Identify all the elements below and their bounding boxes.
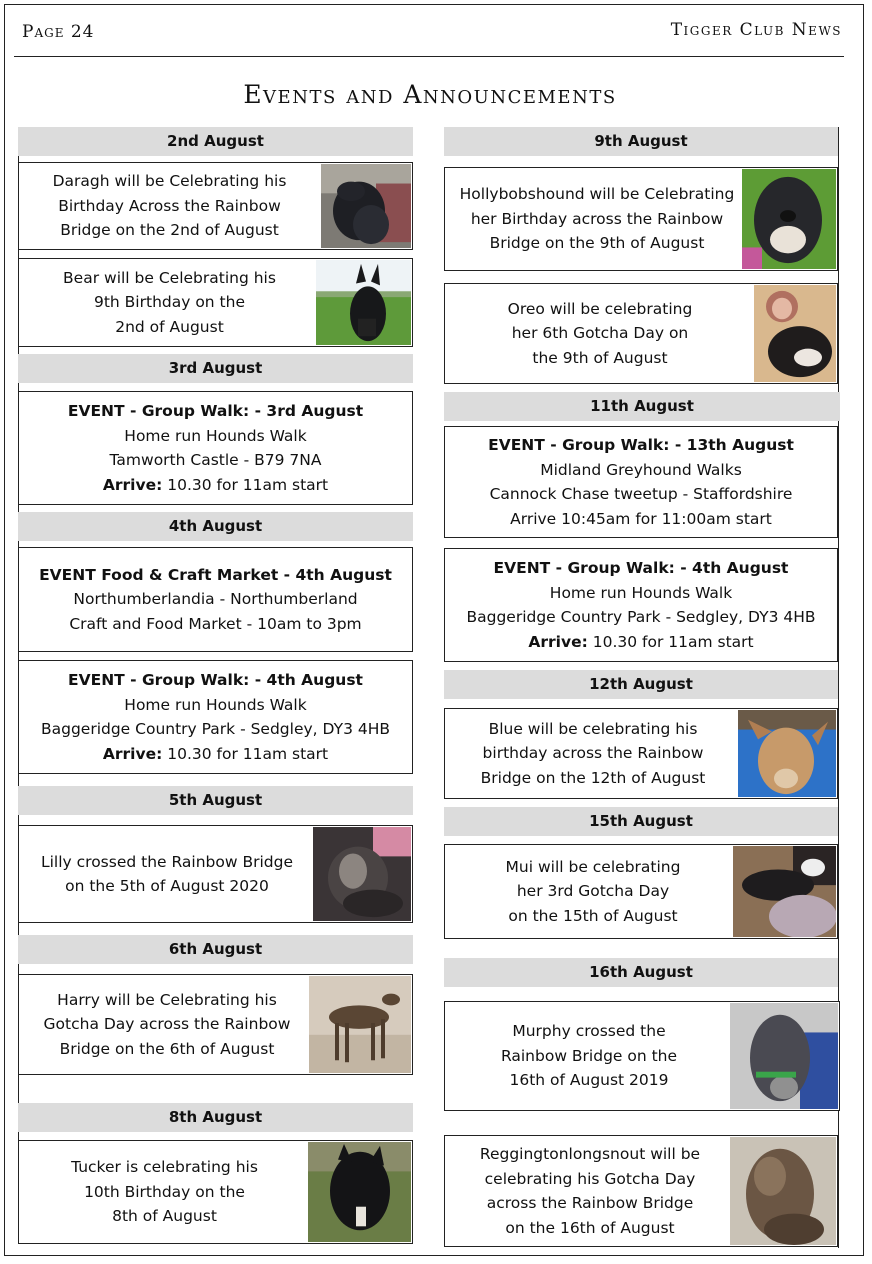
daragh-photo [321, 164, 411, 248]
heading-11th-august: 11th August [444, 392, 840, 421]
header-rule [14, 56, 844, 57]
oreo-line-2: her 6th Gotcha Day on [511, 324, 689, 343]
event-title: EVENT - Group Walk: - 4th August [68, 671, 363, 689]
event-walk-3rd-august [18, 391, 413, 505]
heading-4th-august: 4th August [18, 512, 413, 541]
reggingtonlongsnout-photo [730, 1137, 836, 1245]
oreo-text [453, 284, 747, 383]
hollybobshound-line-1: Hollybobshound will be Celebrating [459, 185, 735, 204]
hollybobshound-card [444, 167, 838, 271]
murphy-text [453, 1002, 725, 1110]
heading-2nd-august: 2nd August [18, 127, 413, 156]
page-title: Events and Announcements [243, 80, 617, 109]
event-line-2: Craft and Food Market - 10am to 3pm [69, 614, 362, 633]
bear-text [27, 259, 312, 346]
harry-text [27, 975, 307, 1074]
event-walk-13th-august [444, 426, 838, 538]
tucker-line-1: Tucker is celebrating his [71, 1158, 258, 1177]
harry-line-1: Harry will be Celebrating his [57, 990, 277, 1009]
reggingtonlongsnout-text [453, 1136, 727, 1246]
newsletter-name: Tigger Club News [670, 20, 842, 40]
blue-line-1: Blue will be celebrating his [488, 719, 698, 738]
mui-line-3: on the 15th of August [508, 906, 678, 925]
harry-card [18, 974, 413, 1075]
tucker-text [27, 1141, 302, 1243]
lilly-line-2: on the 5th of August 2020 [65, 877, 269, 895]
event-line-1: Northumberlandia - Northumberland [73, 590, 358, 609]
mui-text [453, 845, 733, 938]
murphy-photo [730, 1003, 838, 1109]
event-line-2: Cannock Chase tweetup - Staffordshire [489, 485, 793, 503]
mui-line-1: Mui will be celebrating [505, 857, 681, 876]
event-walk-13th-text [453, 427, 829, 537]
event-walk-3rd-text [27, 392, 404, 504]
lilly-line-1: Lilly crossed the Rainbow Bridge [40, 852, 294, 871]
murphy-line-1: Murphy crossed the [512, 1022, 666, 1041]
heading-16th-august: 16th August [444, 958, 838, 987]
lilly-text [27, 826, 307, 922]
murphy-line-2: Rainbow Bridge on the [500, 1046, 678, 1065]
event-line-2: Baggeridge Country Park - Sedgley, DY3 4HB [40, 720, 391, 738]
event-market-4th-august [18, 547, 413, 652]
heading-3rd-august: 3rd August [18, 354, 413, 383]
hollybobshound-line-3: Bridge on the 9th of August [489, 234, 705, 253]
bear-line-1: Bear will be Celebrating his [63, 268, 276, 287]
bear-photo [316, 260, 411, 345]
event-walk-4th-right-text [453, 549, 829, 661]
reggingtonlongsnout-line-3: across the Rainbow Bridge [486, 1194, 694, 1212]
arrive-value: 10.30 for 11am start [587, 632, 754, 651]
blue-text [453, 709, 733, 798]
heading-12th-august: 12th August [444, 670, 838, 699]
event-line-1: Home run Hounds Walk [124, 695, 307, 714]
murphy-card [444, 1001, 840, 1111]
event-line-2: Baggeridge Country Park - Sedgley, DY3 4HB [466, 608, 816, 626]
oreo-line-1: Oreo will be celebrating [507, 299, 693, 318]
mui-line-2: her 3rd Gotcha Day [516, 882, 670, 901]
blue-line-2: birthday across the Rainbow [482, 744, 704, 763]
tucker-line-2: 10th Birthday on the [84, 1182, 245, 1201]
heading-15th-august: 15th August [444, 807, 838, 836]
arrive-value: 10.30 for 11am start [162, 475, 329, 494]
daragh-line-1: Daragh will be Celebrating his [52, 172, 287, 191]
bear-line-3: 2nd of August [115, 317, 224, 336]
event-title: EVENT Food & Craft Market - 4th August [39, 565, 392, 584]
reggingtonlongsnout-line-2: celebrating his Gotcha Day [484, 1169, 696, 1188]
tucker-line-3: 8th of August [112, 1207, 217, 1226]
event-line-1: Midland Greyhound Walks [540, 460, 742, 479]
event-walk-4th-text [27, 661, 404, 773]
event-market-text [27, 548, 404, 651]
event-line-1: Home run Hounds Walk [549, 583, 733, 602]
heading-9th-august: 9th August [444, 127, 838, 156]
bear-card [18, 258, 413, 347]
tucker-photo [308, 1142, 411, 1242]
murphy-line-3: 16th of August 2019 [509, 1071, 669, 1090]
event-line-1: Home run Hounds Walk [124, 426, 307, 445]
daragh-text [27, 163, 312, 249]
oreo-photo [754, 285, 836, 382]
event-line-3: Arrive 10:45am for 11:00am start [510, 509, 772, 528]
tucker-card [18, 1140, 413, 1244]
event-walk-4th-august [18, 660, 413, 774]
reggingtonlongsnout-card [444, 1135, 838, 1247]
hollybobshound-text [453, 168, 741, 270]
blue-photo [738, 710, 836, 797]
daragh-line-2: Birthday Across the Rainbow [58, 196, 281, 215]
reggingtonlongsnout-line-4: on the 16th of August [505, 1218, 675, 1237]
daragh-card [18, 162, 413, 250]
reggingtonlongsnout-line-1: Reggingtonlongsnout will be [479, 1145, 701, 1163]
arrive-label: Arrive: [102, 475, 163, 494]
arrive-label: Arrive: [102, 744, 163, 763]
harry-photo [309, 976, 411, 1073]
lilly-card [18, 825, 413, 923]
heading-6th-august: 6th August [18, 935, 413, 964]
event-title: EVENT - Group Walk: - 13th August [488, 436, 794, 454]
event-walk-4th-august-right [444, 548, 838, 662]
oreo-card [444, 283, 838, 384]
lilly-photo [313, 827, 411, 921]
event-line-2: Tamworth Castle - B79 7NA [109, 451, 322, 469]
bear-line-2: 9th Birthday on the [93, 293, 245, 312]
daragh-line-3: Bridge on the 2nd of August [60, 221, 279, 240]
mui-photo [733, 846, 836, 937]
harry-line-3: Bridge on the 6th of August [59, 1039, 275, 1058]
hollybobshound-photo [742, 169, 836, 269]
blue-line-3: Bridge on the 12th of August [480, 768, 706, 787]
oreo-line-3: the 9th of August [532, 348, 668, 367]
heading-8th-august: 8th August [18, 1103, 413, 1132]
blue-card [444, 708, 838, 799]
event-title: EVENT - Group Walk: - 4th August [493, 559, 789, 577]
harry-line-2: Gotcha Day across the Rainbow [43, 1015, 291, 1034]
heading-5th-august: 5th August [18, 786, 413, 815]
mui-card [444, 844, 838, 939]
arrive-value: 10.30 for 11am start [162, 744, 329, 763]
arrive-label: Arrive: [528, 632, 588, 651]
event-title: EVENT - Group Walk: - 3rd August [67, 402, 364, 420]
page-number: Page 24 [22, 22, 95, 42]
hollybobshound-line-2: her Birthday across the Rainbow [470, 209, 724, 228]
